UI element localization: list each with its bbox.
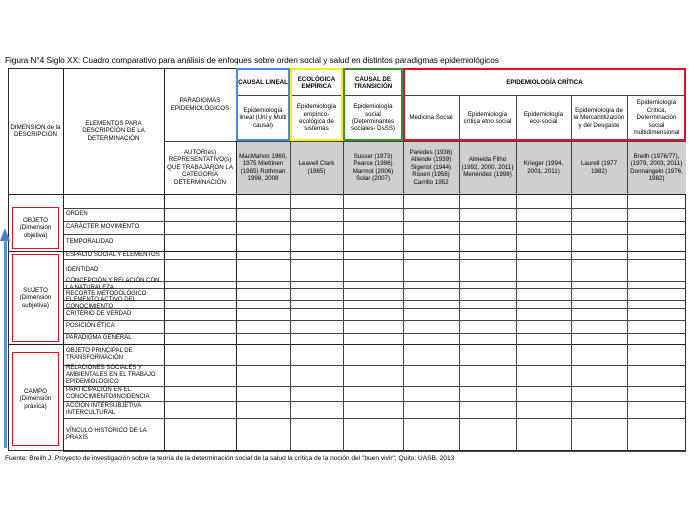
group-causal-lineal-title: CAUSAL LINEAL [238, 79, 288, 86]
element-row-label: PARADIGMA GENERAL [66, 335, 132, 342]
authors-8: Breilh (1976/77), (1979, 2003, 2011) Donnangelo (1976, 1982) [630, 152, 683, 182]
authors-5: Almeida Filho (1992, 2000, 2011) Menéndez (1998) [461, 156, 514, 179]
dimension-box-2: SUJETO (Dimensión subjetiva) [12, 254, 59, 342]
row-divider [63, 451, 686, 452]
authors-3: Susser (1973) Pearce (1996) Marmot (2006) Solar (2007) [352, 152, 394, 182]
authors-6: Krieger (1994, 2001, 2011) [523, 160, 564, 175]
paradigms-header: PARADIGMAS EPIDEMIOLÓGICOS [170, 97, 230, 112]
paradigm-6: Epidemiología eco-social [523, 110, 564, 125]
element-row-label: OBJETO PRINCIPAL DE TRANSFORMACIÓN [66, 347, 133, 361]
elements-header: ELEMENTOS PARA DESCRIPCIÓN DE LA DETERMINACIÓN [82, 119, 145, 142]
element-row-label: RELACIONES SOCIALES Y AMBIENTALES EN EL TRABAJO EPIDEMIOLÓGICO [66, 365, 156, 385]
paradigm-4: Medicina Social [409, 114, 453, 122]
element-row-label: CRITERIO DE VERDAD [66, 310, 132, 317]
paradigm-8: Epidemiología Crítica, Determinación social multidimensional [633, 99, 680, 137]
group-causal-transicion-title: CAUSAL DE TRANSICIÓN [353, 75, 393, 90]
element-row-label: IDENTIDAD [66, 266, 99, 273]
element-row-label: POSICIÓN ÉTICA [66, 323, 115, 330]
figure-title: Figura N°4 Siglo XX: Cuadro comparativo para análisis de enfoques sobre orden social y salud en distintos paradigmas epidemiológicos [5, 55, 499, 65]
element-row-label: CONCEPCIÓN Y RELACIÓN CON LA NATURALEZA [66, 277, 160, 291]
paradigm-2: Epidemiología empírico-ecológica de sistemas [296, 103, 337, 133]
element-row-label: ORDEN [66, 210, 88, 217]
authors-7: Laurell (1977 1982) [580, 160, 618, 175]
authors-header: AUTOR(es) REPRESENTATIVO(s) QUE TRABAJARON LA CATEGORÍA DETERMINACIÓN [167, 148, 233, 186]
element-row-label: ELEMENTO ACTIVO DEL CONOCIMIENTO [66, 297, 136, 310]
element-row-label: ACCIÓN INTERSUBJETIVA INTERCULTURAL [66, 402, 141, 416]
dimension-header: DIMENSION de la DESCRIPCIÓN [10, 123, 61, 138]
element-row-label: RECORTE METODOLÓGICO [66, 290, 147, 297]
element-row-label: TEMPORALIDAD [66, 238, 114, 245]
dimension-box-1: OBJETO (Dimensión objetiva) [12, 207, 59, 249]
source-note: Fuente: Breilh J. Proyecto de investigación sobre la teoría de la determinación social de la salud la crítica de la noción del "buen vivir"; Quito: UASB, 2013 [5, 455, 455, 462]
paradigm-1: Epidemiología lineal (Uni y Multi causal) [239, 106, 287, 129]
element-row-label: VÍNCULO HISTÓRICO DE LA PRAXIS [66, 427, 147, 441]
group-ecologica-empirica-title: ECOLÓGICA EMPÍRICA [297, 75, 336, 90]
paradigm-3: Epidemiología social (Determinantes sociales- DsSS) [350, 103, 395, 133]
element-row-label: CARÁCTER MOVIMIENTO [66, 223, 140, 230]
dimension-box-3: CAMPO (Dimensión práxica) [12, 352, 59, 446]
authors-1: MacMahon 1960, 1975 Miettinen (1985) Rothman 1998, 2008 [239, 152, 287, 182]
header-bottom-divider [8, 194, 686, 195]
authors-2: Leavell Clark (1965) [298, 160, 335, 175]
paradigm-5: Epidemiología crítica etno social [463, 110, 512, 125]
element-row-label: ESPACIO SOCIAL Y ELEMENTOS [66, 251, 160, 258]
group-epidemiologia-critica-title: EPIDEMIOLOGÍA CRÍTICA [506, 79, 583, 86]
paradigm-7: Epidemiología de la Mercantilización y del Desgaste [573, 106, 625, 129]
element-row-label: PARTICIPACIÓN EN EL CONOCIMIENTO/INCIDENCIA [66, 386, 150, 400]
authors-4: Paredes (1938) Allende (1939) Sigerist (1944) Rosen (1958) Carrillo 1952 [409, 148, 453, 186]
vertical-arrow-shaft [4, 240, 7, 448]
